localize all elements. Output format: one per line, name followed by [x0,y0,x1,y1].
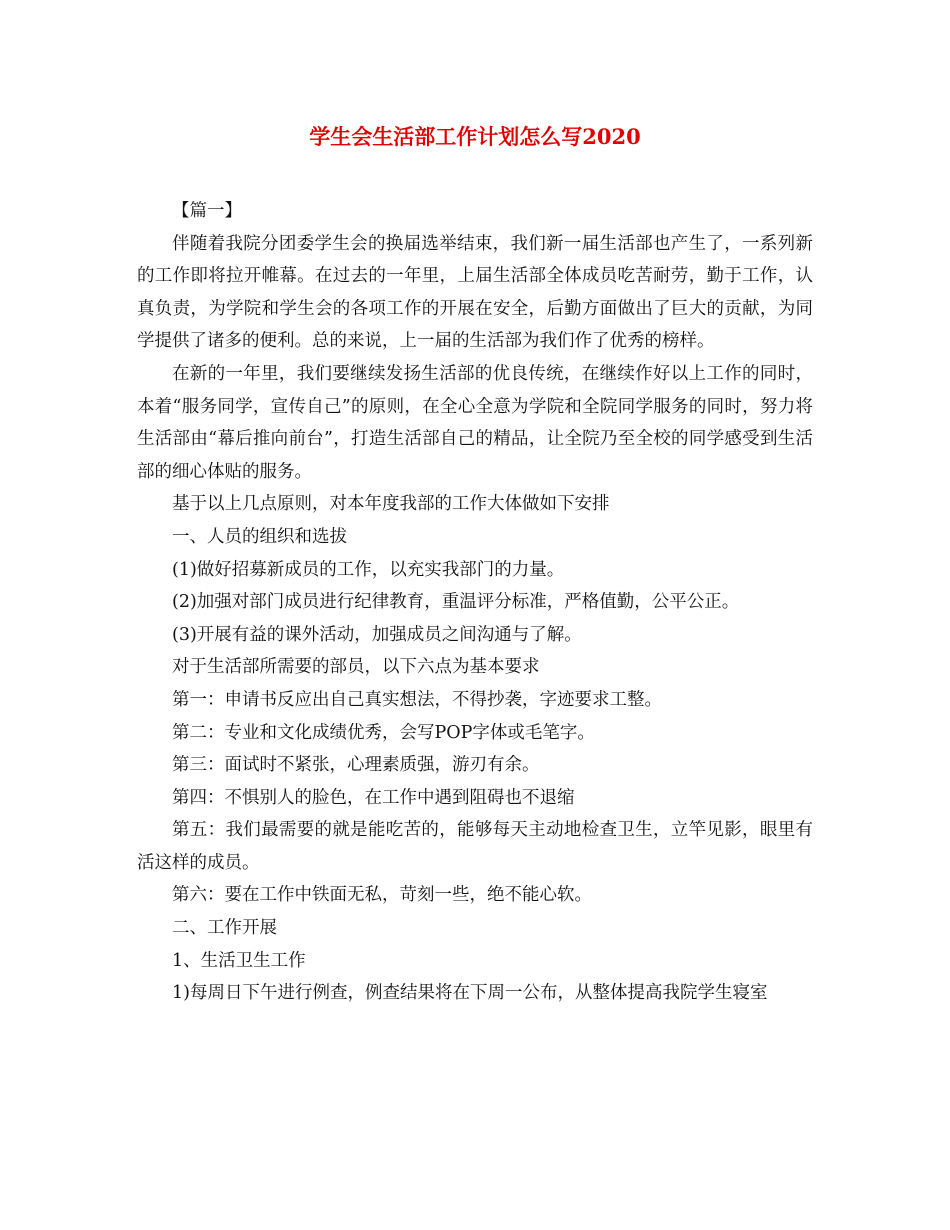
subsection-heading: 1、生活卫生工作 [172,950,306,971]
list-item: 第二：专业和文化成绩优秀，会写POP字体或毛笔字。 [172,722,595,743]
paragraph: 伴随着我院分团委学生会的换届选举结束，我们新一届生活部也产生了，一系列新的工作即将拉开帷幕。在过去的一年里，上届生活部全体成员吃苦耐劳，勤于工作，认真负责，为学院和学生会的各项工作的开展在安全，后勤方面做出了巨大的贡献，为同学提供了诸多的便利。总的来说，上一届的生活部为我们作了优秀的榜样。 [137,233,813,352]
list-item: 第五：我们最需要的就是能吃苦的，能够每天主动地检查卫生，立竿见影，眼里有活这样的成员。 [137,820,813,873]
paragraph: 在新的一年里，我们要继续发扬生活部的优良传统，在继续作好以上工作的同时，本着“服务同学，宣传自己”的原则，在全心全意为学院和全院同学服务的同时，努力将生活部由“幕后推向前台”，打造生活部自己的精品，让全院乃至全校的同学感受到生活部的细心体贴的服务。 [137,363,813,482]
paragraph: 基于以上几点原则，对本年度我部的工作大体做如下安排 [172,494,610,515]
document-body [137,195,813,1010]
section-heading: 一、人员的组织和选拔 [172,526,347,547]
list-item: 第四：不惧别人的脸色，在工作中遇到阻碍也不退缩 [172,787,575,808]
section-heading: 二、工作开展 [172,918,277,939]
list-item: 1)每周日下午进行例查，例查结果将在下周一公布，从整体提高我院学生寝室 [172,983,768,1004]
list-item: 第三：面试时不紧张，心理素质强，游刃有余。 [172,755,540,776]
list-item: (3)开展有益的课外活动，加强成员之间沟通与了解。 [172,624,582,645]
list-item: 第六：要在工作中铁面无私，苛刻一些，绝不能心软。 [172,885,592,906]
paragraph: 对于生活部所需要的部员，以下六点为基本要求 [172,657,540,678]
document-title: 学生会生活部工作计划怎么写2020 [309,124,641,149]
section-heading: 【篇一】 [172,201,242,221]
list-item: (2)加强对部门成员进行纪律教育，重温评分标准，严格值勤，公平公正。 [172,592,740,613]
list-item: (1)做好招募新成员的工作，以充实我部门的力量。 [172,559,565,580]
list-item: 第一：申请书反应出自己真实想法，不得抄袭，字迹要求工整。 [172,689,662,710]
